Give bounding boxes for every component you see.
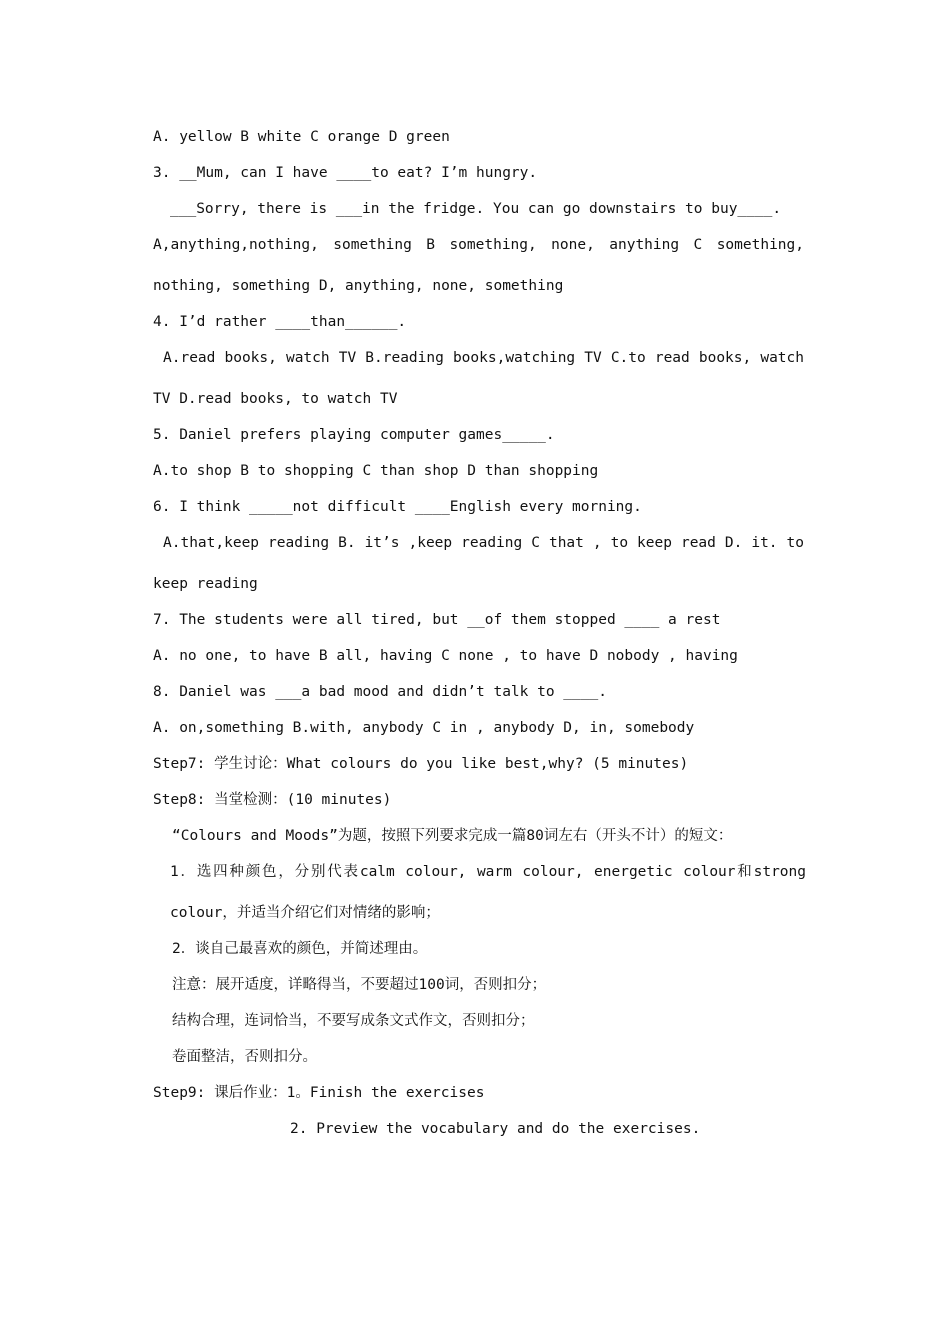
step9-item-2: 2. Preview the vocabulary and do the exercises.: [290, 1121, 701, 1137]
step8-heading: Step8: 当堂检测：(10 minutes): [153, 792, 392, 808]
q6-options-cont: keep reading: [153, 576, 258, 592]
q7-options: A. no one, to have B all, having C none , to have D nobody , having: [153, 648, 738, 664]
q8-options: A. on,something B.with, anybody C in , anybody D, in, somebody: [153, 720, 695, 736]
q4-question: 4. I’d rather ____than______.: [153, 314, 407, 330]
essay-req-1: 1．选四种颜色，分别代表calm colour, warm colour, energetic colour和strong: [170, 864, 806, 880]
essay-req-1-cont: colour，并适当介绍它们对情绪的影响；: [170, 905, 440, 921]
note-line-2: 结构合理，连词恰当，不要写成条文式作文，否则扣分；: [172, 1013, 535, 1029]
q4-options: A.read books, watch TV B.reading books,watching TV C.to read books, watch: [163, 350, 804, 366]
note-line-1: 注意：展开适度，详略得当，不要超过100词，否则扣分；: [172, 977, 547, 993]
q4-options-cont: TV D.read books, to watch TV: [153, 391, 398, 407]
essay-req-2: 2．谈自己最喜欢的颜色，并简述理由。: [172, 941, 428, 957]
q2-options: A. yellow B white C orange D green: [153, 129, 450, 145]
q3-options: A,anything,nothing, something B something, none, anything C something,: [153, 237, 804, 253]
note-line-3: 卷面整洁，否则扣分。: [172, 1049, 317, 1065]
step7-heading: Step7: 学生讨论：What colours do you like best,why? (5 minutes): [153, 756, 689, 772]
q8-question: 8. Daniel was ___a bad mood and didn’t talk to ____.: [153, 684, 607, 700]
q7-question: 7. The students were all tired, but __of them stopped ____ a rest: [153, 612, 721, 628]
q3-options-cont: nothing, something D, anything, none, something: [153, 278, 564, 294]
q5-question: 5. Daniel prefers playing computer games_____.: [153, 427, 555, 443]
step9-heading: Step9: 课后作业：1。Finish the exercises: [153, 1085, 485, 1101]
q5-options: A.to shop B to shopping C than shop D than shopping: [153, 463, 599, 479]
q6-question: 6. I think _____not difficult ____English every morning.: [153, 499, 642, 515]
q3-question-line2: ___Sorry, there is ___in the fridge. You can go downstairs to buy____.: [170, 201, 782, 217]
q6-options: A.that,keep reading B. it’s ,keep reading C that , to keep read D. it. to: [163, 535, 804, 551]
q3-question: 3. __Mum, can I have ____to eat? I’m hungry.: [153, 165, 538, 181]
essay-prompt: “Colours and Moods”为题，按照下列要求完成一篇80词左右（开头不计）的短文：: [172, 828, 733, 844]
